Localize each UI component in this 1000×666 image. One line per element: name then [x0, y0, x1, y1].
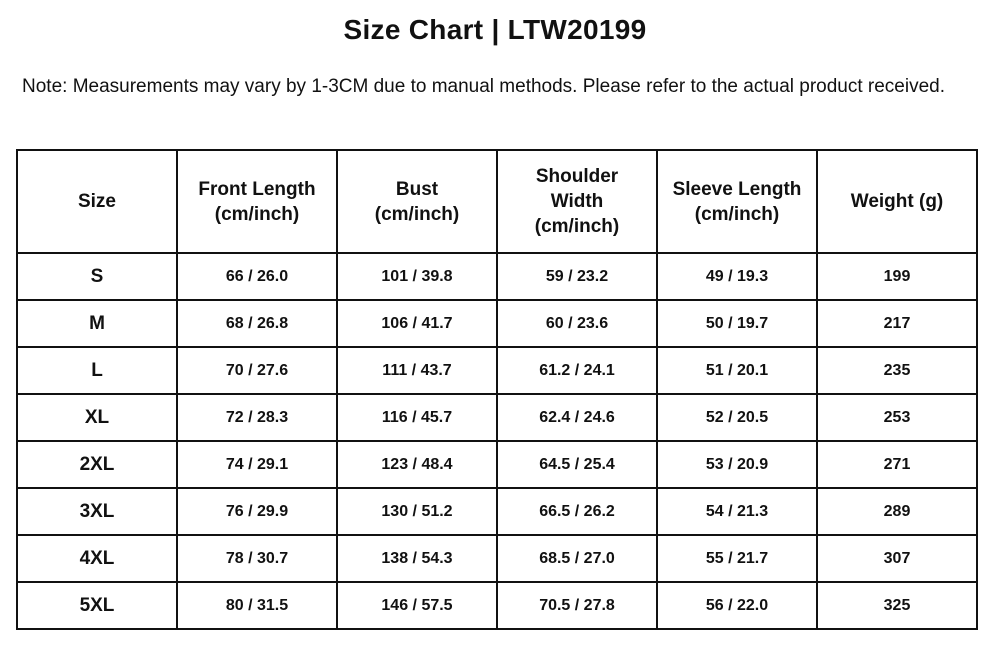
size-cell: 3XL	[17, 488, 177, 535]
shoulder-width-cell: 60 / 23.6	[497, 300, 657, 347]
measurement-note: Note: Measurements may vary by 1-3CM due to manual methods. Please refer to the actual product received.	[22, 76, 946, 97]
size-cell: 2XL	[17, 441, 177, 488]
front-length-cell: 72 / 28.3	[177, 394, 337, 441]
front-length-cell: 66 / 26.0	[177, 253, 337, 300]
sleeve-length-cell: 56 / 22.0	[657, 582, 817, 629]
header-sleeve-length	[657, 150, 817, 253]
sleeve-length-cell: 55 / 21.7	[657, 535, 817, 582]
header-front-length-label: Front Length	[198, 178, 316, 200]
header-weight-label: Weight (g)	[850, 191, 944, 212]
bust-cell: 101 / 39.8	[337, 253, 497, 300]
header-front-length-unit: (cm/inch)	[214, 203, 300, 225]
front-length-cell: 74 / 29.1	[177, 441, 337, 488]
size-chart-table	[16, 149, 978, 630]
weight-cell: 307	[817, 535, 977, 582]
size-cell: M	[17, 300, 177, 347]
size-cell: L	[17, 347, 177, 394]
shoulder-width-cell: 62.4 / 24.6	[497, 394, 657, 441]
sleeve-length-cell: 49 / 19.3	[657, 253, 817, 300]
bust-cell: 123 / 48.4	[337, 441, 497, 488]
page-title: Size Chart | LTW20199	[343, 14, 647, 45]
table-row	[17, 441, 977, 488]
header-bust-unit: (cm/inch)	[374, 203, 460, 225]
table-row	[17, 488, 977, 535]
header-shoulder-width-label-1: Shoulder	[535, 166, 619, 187]
weight-cell: 253	[817, 394, 977, 441]
bust-cell: 130 / 51.2	[337, 488, 497, 535]
header-front-length	[177, 150, 337, 253]
table-row	[17, 535, 977, 582]
header-shoulder-width	[497, 150, 657, 253]
sleeve-length-cell: 51 / 20.1	[657, 347, 817, 394]
table-row	[17, 253, 977, 300]
weight-cell: 271	[817, 441, 977, 488]
front-length-cell: 78 / 30.7	[177, 535, 337, 582]
header-sleeve-length-label: Sleeve Length	[672, 178, 802, 200]
table-row	[17, 394, 977, 441]
shoulder-width-cell: 70.5 / 27.8	[497, 582, 657, 629]
size-cell: 4XL	[17, 535, 177, 582]
header-size-label: Size	[77, 191, 117, 212]
sleeve-length-cell: 53 / 20.9	[657, 441, 817, 488]
header-shoulder-width-unit: (cm/inch)	[534, 216, 620, 237]
table-header-row	[17, 150, 977, 253]
size-cell: 5XL	[17, 582, 177, 629]
shoulder-width-cell: 61.2 / 24.1	[497, 347, 657, 394]
weight-cell: 235	[817, 347, 977, 394]
weight-cell: 199	[817, 253, 977, 300]
table-row	[17, 300, 977, 347]
header-sleeve-length-unit: (cm/inch)	[694, 203, 780, 225]
size-cell: XL	[17, 394, 177, 441]
shoulder-width-cell: 64.5 / 25.4	[497, 441, 657, 488]
bust-cell: 111 / 43.7	[337, 347, 497, 394]
bust-cell: 146 / 57.5	[337, 582, 497, 629]
size-cell: S	[17, 253, 177, 300]
front-length-cell: 80 / 31.5	[177, 582, 337, 629]
header-bust-label: Bust	[395, 178, 439, 200]
header-shoulder-width-label-2: Width	[550, 191, 604, 212]
shoulder-width-cell: 59 / 23.2	[497, 253, 657, 300]
front-length-cell: 76 / 29.9	[177, 488, 337, 535]
header-weight	[817, 150, 977, 253]
bust-cell: 106 / 41.7	[337, 300, 497, 347]
shoulder-width-cell: 66.5 / 26.2	[497, 488, 657, 535]
sleeve-length-cell: 52 / 20.5	[657, 394, 817, 441]
bust-cell: 116 / 45.7	[337, 394, 497, 441]
header-size	[17, 150, 177, 253]
weight-cell: 289	[817, 488, 977, 535]
sleeve-length-cell: 54 / 21.3	[657, 488, 817, 535]
table-row	[17, 582, 977, 629]
weight-cell: 217	[817, 300, 977, 347]
front-length-cell: 68 / 26.8	[177, 300, 337, 347]
shoulder-width-cell: 68.5 / 27.0	[497, 535, 657, 582]
front-length-cell: 70 / 27.6	[177, 347, 337, 394]
sleeve-length-cell: 50 / 19.7	[657, 300, 817, 347]
weight-cell: 325	[817, 582, 977, 629]
header-bust	[337, 150, 497, 253]
bust-cell: 138 / 54.3	[337, 535, 497, 582]
table-row	[17, 347, 977, 394]
